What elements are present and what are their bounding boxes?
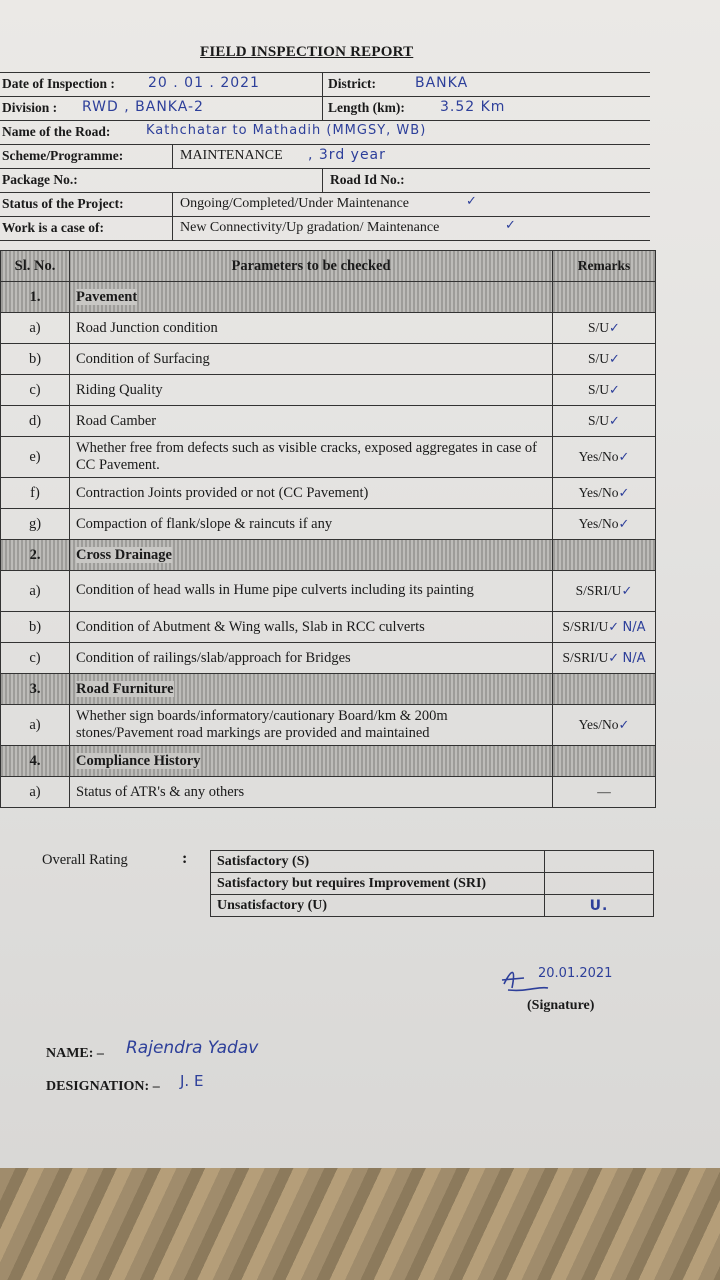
row-sl: a): [1, 777, 70, 808]
row-parameter: Status of ATR's & any others: [70, 777, 553, 808]
remark-tick-icon: ✓: [608, 620, 620, 635]
row-parameter: Condition of Surfacing: [70, 344, 553, 375]
row-parameter: Condition of railings/slab/approach for Bridges: [70, 643, 553, 674]
section-row: [1, 540, 656, 571]
row-remark: S/SRI/U✓ N/A: [553, 643, 656, 674]
remark-tick-icon: ✓: [621, 584, 633, 599]
table-row: [1, 612, 656, 643]
table-row: [1, 478, 656, 509]
work-value: New Connectivity/Up gradation/ Maintenance: [180, 220, 440, 235]
row-sl: a): [1, 571, 70, 612]
table-row: [1, 705, 656, 746]
division-value: RWD , BANKA-2: [82, 99, 204, 115]
section-row: [1, 282, 656, 313]
road-name-label: Name of the Road:: [2, 124, 111, 139]
remark-tick-icon: ✓: [609, 414, 620, 429]
section-number: 4.: [1, 746, 70, 777]
row-sl: e): [1, 437, 70, 478]
row-sl: d): [1, 406, 70, 437]
section-title: Compliance History: [70, 746, 553, 777]
remark-tick-icon: ✓: [609, 383, 620, 398]
row-remark: Yes/No✓: [553, 437, 656, 478]
row-remark: S/U✓: [553, 406, 656, 437]
remark-tick-icon: ✓: [618, 517, 630, 532]
date-label: Date of Inspection :: [2, 76, 115, 91]
length-value: 3.52 Km: [440, 99, 506, 115]
remark-tick-icon: ✓: [609, 352, 620, 367]
length-label: Length (km):: [328, 100, 405, 115]
section-title: Cross Drainage: [70, 540, 553, 571]
table-row: [1, 571, 656, 612]
rating-option-value: [545, 873, 654, 895]
col-param-header: Parameters to be checked: [70, 251, 553, 282]
scheme-value: MAINTENANCE: [180, 148, 283, 163]
row-sl: c): [1, 375, 70, 406]
designation-value: J. E: [180, 1072, 204, 1090]
row-remark: S/U✓: [553, 313, 656, 344]
work-tick-icon: ✓: [505, 218, 516, 233]
status-label: Status of the Project:: [2, 196, 124, 211]
table-row: [1, 375, 656, 406]
row-sl: g): [1, 509, 70, 540]
section-row: [1, 674, 656, 705]
row-parameter: Condition of head walls in Hume pipe culverts including its painting: [70, 571, 553, 612]
table-row: [1, 643, 656, 674]
road-name-value: Kathchatar to Mathadih (MMGSY, WB): [146, 123, 427, 138]
signature-date: 20.01.2021: [538, 966, 613, 981]
col-remarks-header: Remarks: [553, 251, 656, 282]
date-value: 20 . 01 . 2021: [148, 75, 260, 91]
table-row: [1, 437, 656, 478]
overall-rating-label: Overall Rating: [42, 852, 128, 868]
rating-option-value: U.: [545, 895, 654, 917]
district-value: BANKA: [415, 75, 469, 91]
district-label: District:: [328, 76, 376, 91]
remark-handwritten-note: N/A: [622, 620, 646, 635]
row-remark: S/U✓: [553, 375, 656, 406]
row-parameter: Contraction Joints provided or not (CC Pavement): [70, 478, 553, 509]
overall-colon: :: [182, 850, 188, 867]
header-table: [0, 72, 650, 241]
row-remark: Yes/No✓: [553, 478, 656, 509]
name-value: Rajendra Yadav: [126, 1038, 259, 1058]
row-remark: —: [553, 777, 656, 808]
table-row: [1, 406, 656, 437]
rating-row: [211, 895, 654, 917]
section-number: 2.: [1, 540, 70, 571]
rating-option-value: [545, 851, 654, 873]
rating-option-label: Unsatisfactory (U): [211, 895, 545, 917]
rating-row: [211, 851, 654, 873]
floor-background: [0, 1168, 720, 1280]
remark-handwritten-note: N/A: [622, 651, 646, 666]
row-remark: S/U✓: [553, 344, 656, 375]
section-number: 1.: [1, 282, 70, 313]
table-header-row: [1, 251, 656, 282]
package-label: Package No.:: [2, 172, 78, 187]
row-sl: a): [1, 705, 70, 746]
row-parameter: Road Camber: [70, 406, 553, 437]
table-row: [1, 344, 656, 375]
table-row: [1, 313, 656, 344]
section-row: [1, 746, 656, 777]
row-parameter: Road Junction condition: [70, 313, 553, 344]
scheme-hand: , 3rd year: [308, 147, 386, 163]
remark-tick-icon: ✓: [618, 450, 630, 465]
signature-caption: (Signature): [527, 998, 595, 1013]
parameters-table: [0, 250, 656, 808]
row-sl: c): [1, 643, 70, 674]
remark-tick-icon: ✓: [618, 718, 630, 733]
section-number: 3.: [1, 674, 70, 705]
row-sl: f): [1, 478, 70, 509]
signature-mark: [498, 962, 668, 998]
rating-option-label: Satisfactory but requires Improvement (SRI): [211, 873, 545, 895]
row-sl: b): [1, 612, 70, 643]
table-row: [1, 509, 656, 540]
row-remark: S/SRI/U✓ N/A: [553, 612, 656, 643]
scheme-label: Scheme/Programme:: [2, 148, 124, 163]
row-parameter: Riding Quality: [70, 375, 553, 406]
status-value: Ongoing/Completed/Under Maintenance: [180, 196, 409, 211]
row-remark: Yes/No✓: [553, 705, 656, 746]
section-title: Pavement: [70, 282, 553, 313]
row-parameter: Whether sign boards/informatory/cautionary Board/km & 200m stones/Pavement road markings are provided and maintained: [70, 705, 553, 746]
remark-tick-icon: ✓: [618, 486, 630, 501]
row-remark: Yes/No✓: [553, 509, 656, 540]
name-label: NAME: –: [46, 1046, 104, 1061]
rating-row: [211, 873, 654, 895]
designation-label: DESIGNATION: –: [46, 1079, 160, 1094]
report-title: FIELD INSPECTION REPORT: [200, 44, 414, 60]
division-label: Division :: [2, 100, 58, 115]
roadid-label: Road Id No.:: [330, 172, 405, 187]
rating-option-label: Satisfactory (S): [211, 851, 545, 873]
overall-rating-table: [210, 850, 654, 917]
row-sl: b): [1, 344, 70, 375]
work-label: Work is a case of:: [2, 220, 104, 235]
section-title: Road Furniture: [70, 674, 553, 705]
table-row: [1, 777, 656, 808]
col-sl-header: Sl. No.: [1, 251, 70, 282]
row-remark: S/SRI/U✓: [553, 571, 656, 612]
remark-tick-icon: ✓: [608, 651, 620, 666]
row-sl: a): [1, 313, 70, 344]
row-parameter: Condition of Abutment & Wing walls, Slab in RCC culverts: [70, 612, 553, 643]
row-parameter: Whether free from defects such as visible cracks, exposed aggregates in case of CC Pavement.: [70, 437, 553, 478]
status-tick-icon: ✓: [466, 194, 477, 209]
row-parameter: Compaction of flank/slope & raincuts if any: [70, 509, 553, 540]
remark-tick-icon: ✓: [609, 321, 620, 336]
